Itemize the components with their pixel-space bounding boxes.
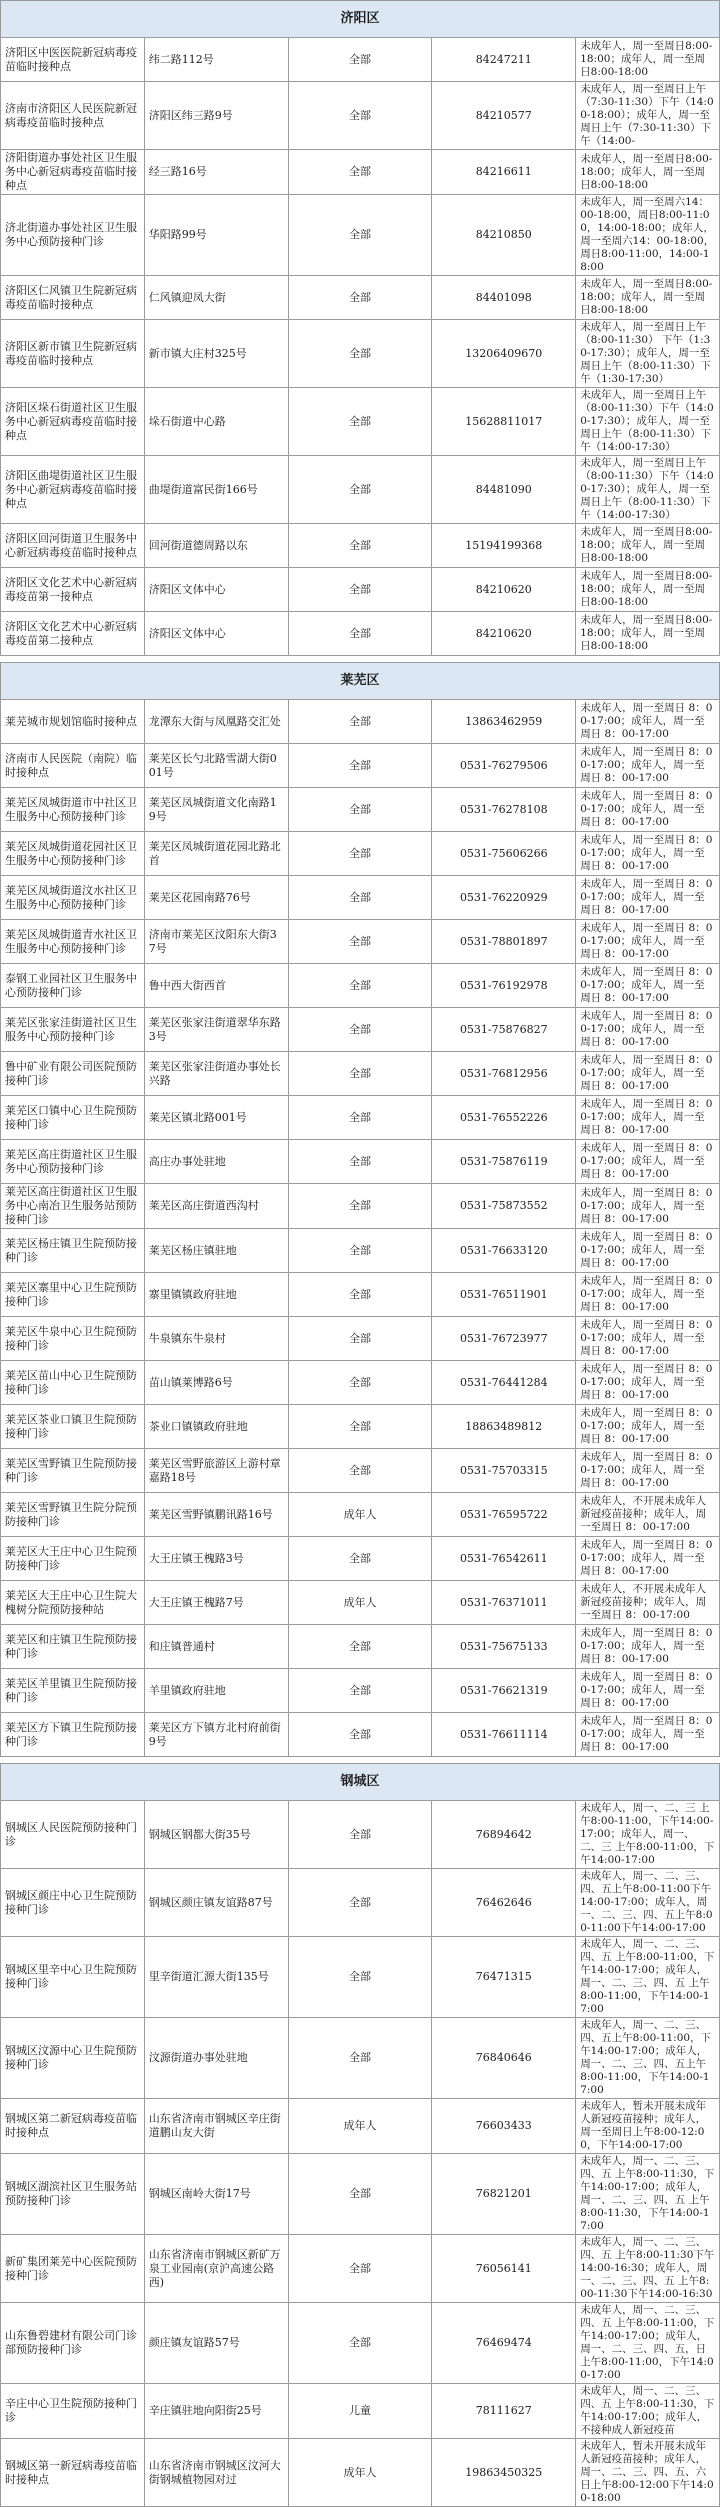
site-name-cell: 辛庄中心卫生院预防接种门诊 — [1, 2384, 145, 2439]
section-gap — [1, 1757, 720, 1764]
site-name-cell: 钢城区里辛中心卫生院预防接种门诊 — [1, 1937, 145, 2018]
audience-cell: 全部 — [288, 568, 432, 612]
audience-cell: 全部 — [288, 2154, 432, 2235]
site-name-cell: 钢城区颜庄中心卫生院预防接种门诊 — [1, 1869, 145, 1937]
hours-cell: 未成年人，周一至周日8:00-18:00；成年人，周一至周日8:00-18:00 — [576, 568, 720, 612]
site-name-cell: 新矿集团莱芜中心医院预防接种门诊 — [1, 2235, 145, 2303]
phone-cell: 84401098 — [432, 276, 576, 320]
site-name-cell: 泰钢工业园社区卫生服务中心预防接种门诊 — [1, 964, 145, 1008]
address-cell: 莱芜区雪野旅游区上游村章嘉路18号 — [144, 1449, 288, 1493]
audience-cell: 全部 — [288, 1713, 432, 1757]
table-row — [1, 1140, 720, 1184]
audience-cell: 全部 — [288, 82, 432, 150]
phone-cell: 84481090 — [432, 456, 576, 524]
hours-cell: 未成年人，周一、二、三、四、五 上午8:00-11:00，下午14:00-17:00；成年人，周一、二、三、四、五 上午8:00-11:00，下午14:00-17:00 — [576, 1937, 720, 2018]
hours-cell: 未成年人，周一、二、三、四、五上午8:00-11:00，下午14:00-17:00；成年人，周一、二、三、四、五上午8:00-11:00，下午14:00-17:00 — [576, 2018, 720, 2099]
hours-cell: 未成年人，周一、二、三 上午8:00-11:00，下午14:00-17:00；成年人，周一、二、三 上午8:00-11:00，下午14:00-17:00 — [576, 1801, 720, 1869]
hours-cell: 未成年人，周一至周日 8：00-17:00；成年人，周一至周日 8：00-17:00 — [576, 832, 720, 876]
address-cell: 莱芜区花园南路76号 — [144, 876, 288, 920]
phone-cell: 0531-78801897 — [432, 920, 576, 964]
address-cell: 鲁中西大街西首 — [144, 964, 288, 1008]
address-cell: 山东省济南市钢城区新矿万泉工业园南(京沪高速公路西) — [144, 2235, 288, 2303]
audience-cell: 全部 — [288, 2018, 432, 2099]
section-gap-cell — [1, 1757, 720, 1764]
hours-cell: 未成年人，周一至周日 8：00-17:00；成年人，周一至周日 8：00-17:00 — [576, 744, 720, 788]
hours-cell: 未成年人，周一、二、三、四、五 上午8:00-11:30下午14:00-16:30；成年人，周一、二、三、四、五 上午8:00-11:30下午14:00-16:30 — [576, 2235, 720, 2303]
address-cell: 莱芜区高庄街道西沟村 — [144, 1184, 288, 1229]
phone-cell: 18863489812 — [432, 1405, 576, 1449]
phone-cell: 0531-75675133 — [432, 1625, 576, 1669]
phone-cell: 0531-75703315 — [432, 1449, 576, 1493]
address-cell: 新市镇大庄村325号 — [144, 320, 288, 388]
table-row — [1, 788, 720, 832]
table-row — [1, 2018, 720, 2099]
site-name-cell: 莱芜区凤城街道青水社区卫生服务中心预防接种门诊 — [1, 920, 145, 964]
address-cell: 颜庄镇友谊路57号 — [144, 2303, 288, 2384]
site-name-cell: 鲁中矿业有限公司医院预防接种门诊 — [1, 1052, 145, 1096]
hours-cell: 未成年人，周一、二、三、四、五 上午8:00-11:30，下午14:00-17:00；成年人，不接种成人新冠疫苗 — [576, 2384, 720, 2439]
hours-cell: 未成年人，周一至周日8:00-18:00；成年人，周一至周日8:00-18:00 — [576, 150, 720, 195]
phone-cell: 76471315 — [432, 1937, 576, 2018]
address-cell: 山东省济南市钢城区辛庄街道鹏山友大街 — [144, 2099, 288, 2154]
phone-cell: 0531-76595722 — [432, 1493, 576, 1537]
hours-cell: 未成年人，周一至周日 8：00-17:00；成年人，周一至周日 8：00-17:00 — [576, 1537, 720, 1581]
phone-cell: 15628811017 — [432, 388, 576, 456]
audience-cell: 全部 — [288, 1801, 432, 1869]
audience-cell: 全部 — [288, 320, 432, 388]
address-cell: 纬二路112号 — [144, 38, 288, 82]
address-cell: 莱芜区杨庄镇驻地 — [144, 1229, 288, 1273]
audience-cell: 成年人 — [288, 1493, 432, 1537]
address-cell: 汶源街道办事处驻地 — [144, 2018, 288, 2099]
hours-cell: 未成年人，周一至周日 8：00-17:00；成年人，周一至周日 8：00-17:00 — [576, 964, 720, 1008]
hours-cell: 未成年人，周一至周日 8：00-17:00；成年人，周一至周日 8：00-17:00 — [576, 1361, 720, 1405]
audience-cell: 全部 — [288, 1405, 432, 1449]
table-row — [1, 38, 720, 82]
audience-cell: 成年人 — [288, 2099, 432, 2154]
audience-cell: 全部 — [288, 1937, 432, 2018]
hours-cell: 未成年人，周一至周日 8：00-17:00；成年人，周一至周日 8：00-17:00 — [576, 700, 720, 744]
address-cell: 莱芜区张家洼街道翠华东路3号 — [144, 1008, 288, 1052]
table-row — [1, 832, 720, 876]
phone-cell: 0531-76723977 — [432, 1317, 576, 1361]
audience-cell: 全部 — [288, 456, 432, 524]
phone-cell: 0531-76812956 — [432, 1052, 576, 1096]
table-row — [1, 1229, 720, 1273]
table-row — [1, 1937, 720, 2018]
phone-cell: 0531-75606266 — [432, 832, 576, 876]
district-header-row — [1, 1, 720, 38]
audience-cell: 全部 — [288, 612, 432, 656]
district-title: 济阳区 — [1, 1, 720, 38]
address-cell: 钢城区钢都大街35号 — [144, 1801, 288, 1869]
phone-cell: 0531-76220929 — [432, 876, 576, 920]
audience-cell: 全部 — [288, 964, 432, 1008]
hours-cell: 未成年人，周一至周日 8：00-17:00；成年人，周一至周日 8：00-17:00 — [576, 1096, 720, 1140]
site-name-cell: 莱芜区高庄街道社区卫生服务中心南冶卫生服务站预防接种门诊 — [1, 1184, 145, 1229]
table-row — [1, 276, 720, 320]
phone-cell: 0531-76621319 — [432, 1669, 576, 1713]
audience-cell: 全部 — [288, 832, 432, 876]
phone-cell: 0531-75873552 — [432, 1184, 576, 1229]
phone-cell: 76894642 — [432, 1801, 576, 1869]
site-name-cell: 莱芜区雪野镇卫生院分院预防接种门诊 — [1, 1493, 145, 1537]
address-cell: 茶业口镇镇政府驻地 — [144, 1405, 288, 1449]
table-row — [1, 1052, 720, 1096]
address-cell: 羊里镇政府驻地 — [144, 1669, 288, 1713]
address-cell: 回河街道德周路以东 — [144, 524, 288, 568]
hours-cell: 未成年人，周一至周日上午（8:00-11:30）下午（14:00-17:30）；成年人，周一至周日上午（8:00-11:30）下午（14:00-17:30） — [576, 456, 720, 524]
audience-cell: 全部 — [288, 876, 432, 920]
site-name-cell: 莱芜区凤城街道汶水社区卫生服务中心预防接种门诊 — [1, 876, 145, 920]
site-name-cell: 莱芜区大王庄中心卫生院预防接种门诊 — [1, 1537, 145, 1581]
hours-cell: 未成年人，周一至周日 8：00-17:00；成年人，周一至周日 8：00-17:00 — [576, 1317, 720, 1361]
site-name-cell: 济北街道办事处社区卫生服务中心预防接种门诊 — [1, 195, 145, 276]
table-row — [1, 1405, 720, 1449]
table-row — [1, 1669, 720, 1713]
site-name-cell: 莱芜区凤城街道市中社区卫生服务中心预防接种门诊 — [1, 788, 145, 832]
table-row — [1, 1317, 720, 1361]
address-cell: 龙潭东大街与凤凰路交汇处 — [144, 700, 288, 744]
phone-cell: 13863462959 — [432, 700, 576, 744]
site-name-cell: 济阳区文化艺术中心新冠病毒疫苗第二接种点 — [1, 612, 145, 656]
audience-cell: 全部 — [288, 1229, 432, 1273]
audience-cell: 全部 — [288, 276, 432, 320]
hours-cell: 未成年人，周一至周日上午（7:30-11:30）下午（14:00-18:00）；成年人，周一至周日上午（7:30-11:30）下午（14:00- — [576, 82, 720, 150]
site-name-cell: 莱芜区茶业口镇卫生院预防接种门诊 — [1, 1405, 145, 1449]
district-header-row — [1, 1764, 720, 1801]
site-name-cell: 济阳区曲堤街道社区卫生服务中心新冠病毒疫苗临时接种点 — [1, 456, 145, 524]
site-name-cell: 莱芜区牛泉中心卫生院预防接种门诊 — [1, 1317, 145, 1361]
table-row — [1, 1449, 720, 1493]
phone-cell: 0531-76633120 — [432, 1229, 576, 1273]
audience-cell: 全部 — [288, 1052, 432, 1096]
audience-cell: 全部 — [288, 700, 432, 744]
table-row — [1, 1273, 720, 1317]
hours-cell: 未成年人，周一至周日 8：00-17:00；成年人，周一至周日 8：00-17:00 — [576, 1449, 720, 1493]
audience-cell: 全部 — [288, 744, 432, 788]
site-name-cell: 济阳区新市镇卫生院新冠病毒疫苗临时接种点 — [1, 320, 145, 388]
address-cell: 里辛街道汇源大街135号 — [144, 1937, 288, 2018]
audience-cell: 全部 — [288, 1184, 432, 1229]
district-title: 莱芜区 — [1, 663, 720, 700]
phone-cell: 84210620 — [432, 612, 576, 656]
site-name-cell: 莱芜区寨里中心卫生院预防接种门诊 — [1, 1273, 145, 1317]
audience-cell: 全部 — [288, 1140, 432, 1184]
hours-cell: 未成年人，不开展未成年人新冠疫苗接种；成年人，周一至周日 8：00-17:00 — [576, 1493, 720, 1537]
site-name-cell: 钢城区汶源中心卫生院预防接种门诊 — [1, 2018, 145, 2099]
phone-cell: 76821201 — [432, 2154, 576, 2235]
phone-cell: 78111627 — [432, 2384, 576, 2439]
site-name-cell: 济阳区文化艺术中心新冠病毒疫苗第一接种点 — [1, 568, 145, 612]
audience-cell: 成年人 — [288, 1581, 432, 1625]
table-row — [1, 2303, 720, 2384]
hours-cell: 未成年人，周一至周日8:00-18:00；成年人，周一至周日8:00-18:00 — [576, 612, 720, 656]
audience-cell: 全部 — [288, 1625, 432, 1669]
hours-cell: 未成年人，周一至周日 8：00-17:00；成年人，周一至周日 8：00-17:00 — [576, 1140, 720, 1184]
address-cell: 济南市莱芜区汶阳东大街37号 — [144, 920, 288, 964]
site-name-cell: 钢城区湖滨社区卫生服务站预防接种门诊 — [1, 2154, 145, 2235]
address-cell: 钢城区南岭大街17号 — [144, 2154, 288, 2235]
audience-cell: 儿童 — [288, 2384, 432, 2439]
address-cell: 莱芜区镇北路001号 — [144, 1096, 288, 1140]
address-cell: 莱芜区凤城街道文化南路19号 — [144, 788, 288, 832]
table-row — [1, 568, 720, 612]
hours-cell: 未成年人，周一、二、三、四、五 上午8:00-11:30，下午14:00-17:00；成年人，周一、二、三、四、五 上午8:00-11:30，下午14:00-17:00 — [576, 2154, 720, 2235]
phone-cell: 0531-76511901 — [432, 1273, 576, 1317]
hours-cell: 未成年人，周一至周日 8：00-17:00；成年人，周一至周日 8：00-17:00 — [576, 788, 720, 832]
site-name-cell: 莱芜区羊里镇卫生院预防接种门诊 — [1, 1669, 145, 1713]
audience-cell: 全部 — [288, 920, 432, 964]
site-name-cell: 莱芜区方下镇卫生院预防接种门诊 — [1, 1713, 145, 1757]
hours-cell: 未成年人，周一、二、三、四、五 上午8:00-11:00，下午14:00-17:00；成年人，周一、二、三、四、五，日上午8:00-11:00，下午14:00-17:00 — [576, 2303, 720, 2384]
phone-cell: 76462646 — [432, 1869, 576, 1937]
hours-cell: 未成年人，周一至周日上午（8:00-11:30）下午（14:00-17:30）；成年人，周一至周日上午（8:00-11:30）下午（14:00-17:30） — [576, 388, 720, 456]
hours-cell: 未成年人，周一至周日上午（8:00-11:30） 下午（1:30-17:30）；成年人，周一至周日上午（8:00-11:30）下午（1:30-17:30） — [576, 320, 720, 388]
phone-cell: 0531-76552226 — [432, 1096, 576, 1140]
hours-cell: 未成年人，周一至周日 8：00-17:00；成年人，周一至周日 8：00-17:00 — [576, 1625, 720, 1669]
site-name-cell: 莱芜区大王庄中心卫生院大槐树分院预防接种站 — [1, 1581, 145, 1625]
audience-cell: 全部 — [288, 1669, 432, 1713]
hours-cell: 未成年人，周一、二、三、四、五上午8:00-11:00下午14:00-17:00；成年人，周一、二、三、四、五上午8:00-11:00下午14:00-17:00 — [576, 1869, 720, 1937]
site-name-cell: 莱芜区苗山中心卫生院预防接种门诊 — [1, 1361, 145, 1405]
address-cell: 经三路16号 — [144, 150, 288, 195]
address-cell: 曲堤街道富民街166号 — [144, 456, 288, 524]
address-cell: 济阳区纬三路9号 — [144, 82, 288, 150]
site-name-cell: 济阳区中医医院新冠病毒疫苗临时接种点 — [1, 38, 145, 82]
section-gap-cell — [1, 656, 720, 663]
audience-cell: 全部 — [288, 2235, 432, 2303]
table-row — [1, 1184, 720, 1229]
address-cell: 高庄办事处驻地 — [144, 1140, 288, 1184]
table-row — [1, 524, 720, 568]
site-name-cell: 济阳区仁风镇卫生院新冠病毒疫苗临时接种点 — [1, 276, 145, 320]
hours-cell: 未成年人，周一至周日 8：00-17:00；成年人，周一至周日 8：00-17:00 — [576, 1405, 720, 1449]
hours-cell: 未成年人，周一至周日8:00-18:00；成年人，周一至周日8:00-18:00 — [576, 38, 720, 82]
audience-cell: 全部 — [288, 788, 432, 832]
address-cell: 莱芜区长勺北路雪湖大街001号 — [144, 744, 288, 788]
phone-cell: 0531-75876827 — [432, 1008, 576, 1052]
address-cell: 垛石街道中心路 — [144, 388, 288, 456]
phone-cell: 13206409670 — [432, 320, 576, 388]
address-cell: 莱芜区张家洼街道办事处长兴路 — [144, 1052, 288, 1096]
address-cell: 莱芜区雪野镇鹏讯路16号 — [144, 1493, 288, 1537]
audience-cell: 全部 — [288, 150, 432, 195]
phone-cell: 76840646 — [432, 2018, 576, 2099]
phone-cell: 0531-76611114 — [432, 1713, 576, 1757]
site-name-cell: 莱芜区雪野镇卫生院预防接种门诊 — [1, 1449, 145, 1493]
hours-cell: 未成年人，周一至周日8:00-18:00；成年人，周一至周日8:00-18:00 — [576, 524, 720, 568]
district-title: 钢城区 — [1, 1764, 720, 1801]
address-cell: 仁风镇迎凤大街 — [144, 276, 288, 320]
phone-cell: 76056141 — [432, 2235, 576, 2303]
audience-cell: 全部 — [288, 524, 432, 568]
hours-cell: 未成年人，暂未开展未成年人新冠疫苗接种；成年人，周一、二、三、四、五、六日上午8:00-12:00下午14:00-18:00 — [576, 2439, 720, 2507]
address-cell: 大王庄镇王槐路7号 — [144, 1581, 288, 1625]
table-row — [1, 2384, 720, 2439]
address-cell: 济阳区文体中心 — [144, 568, 288, 612]
site-name-cell: 钢城区人民医院预防接种门诊 — [1, 1801, 145, 1869]
phone-cell: 84247211 — [432, 38, 576, 82]
table-row — [1, 744, 720, 788]
address-cell: 莱芜区方下镇方北村府前街9号 — [144, 1713, 288, 1757]
phone-cell: 0531-76192978 — [432, 964, 576, 1008]
audience-cell: 全部 — [288, 1317, 432, 1361]
phone-cell: 15194199368 — [432, 524, 576, 568]
table-row — [1, 964, 720, 1008]
audience-cell: 全部 — [288, 1869, 432, 1937]
hours-cell: 未成年人，周一至周日8:00-18:00；成年人，周一至周日8:00-18:00 — [576, 276, 720, 320]
site-name-cell: 济阳区回河街道卫生服务中心新冠病毒疫苗临时接种点 — [1, 524, 145, 568]
table-row — [1, 2439, 720, 2507]
address-cell: 大王庄镇王槐路3号 — [144, 1537, 288, 1581]
phone-cell: 0531-75876119 — [432, 1140, 576, 1184]
phone-cell: 0531-76441284 — [432, 1361, 576, 1405]
hours-cell: 未成年人，暂未开展未成年人新冠疫苗接种；成年人，周一至周日上午8:00-12:00，下午14:00-17:00 — [576, 2099, 720, 2154]
table-row — [1, 1096, 720, 1140]
table-row — [1, 388, 720, 456]
hours-cell: 未成年人，周一至周日 8：00-17:00；成年人，周一至周日 8：00-17:00 — [576, 1052, 720, 1096]
audience-cell: 全部 — [288, 2303, 432, 2384]
site-name-cell: 济南市济阳区人民医院新冠病毒疫苗临时接种点 — [1, 82, 145, 150]
phone-cell: 84210620 — [432, 568, 576, 612]
address-cell: 山东省济南市钢城区汶河大街钢城植物园对过 — [144, 2439, 288, 2507]
hours-cell: 未成年人，周一至周日 8：00-17:00；成年人，周一至周日 8：00-17:00 — [576, 920, 720, 964]
table-row — [1, 1713, 720, 1757]
phone-cell: 84210577 — [432, 82, 576, 150]
hours-cell: 未成年人，周一至周日 8：00-17:00；成年人，周一至周日 8：00-17:00 — [576, 876, 720, 920]
audience-cell: 全部 — [288, 1361, 432, 1405]
address-cell: 莱芜区凤城街道花园北路北首 — [144, 832, 288, 876]
hours-cell: 未成年人，周一至周日 8：00-17:00；成年人，周一至周日 8：00-17:00 — [576, 1713, 720, 1757]
table-row — [1, 82, 720, 150]
phone-cell: 76603433 — [432, 2099, 576, 2154]
table-row — [1, 1008, 720, 1052]
address-cell: 华阳路99号 — [144, 195, 288, 276]
phone-cell: 0531-76279506 — [432, 744, 576, 788]
address-cell: 寨里镇镇政府驻地 — [144, 1273, 288, 1317]
site-name-cell: 莱芜区和庄镇卫生院预防接种门诊 — [1, 1625, 145, 1669]
hours-cell: 未成年人，周一至周六14：00-18:00，周日8:00-11:00，14:00-18:00；成年人，周一至周六14：00-18:00，周日8:00-11:00，14:00-18:00 — [576, 195, 720, 276]
audience-cell: 全部 — [288, 1537, 432, 1581]
site-name-cell: 莱芜区张家洼街道社区卫生服务中心预防接种门诊 — [1, 1008, 145, 1052]
phone-cell: 84216611 — [432, 150, 576, 195]
hours-cell: 未成年人，周一至周日 8：00-17:00；成年人，周一至周日 8：00-17:00 — [576, 1008, 720, 1052]
audience-cell: 全部 — [288, 1449, 432, 1493]
hours-cell: 未成年人，不开展未成年人新冠疫苗接种；成年人，周一至周日 8：00-17:00 — [576, 1581, 720, 1625]
table-row — [1, 456, 720, 524]
table-row — [1, 2099, 720, 2154]
address-cell: 苗山镇莱博路6号 — [144, 1361, 288, 1405]
table-row — [1, 320, 720, 388]
audience-cell: 全部 — [288, 195, 432, 276]
section-gap — [1, 656, 720, 663]
table-row — [1, 1581, 720, 1625]
address-cell: 济阳区文体中心 — [144, 612, 288, 656]
audience-cell: 成年人 — [288, 2439, 432, 2507]
site-name-cell: 莱芜区高庄街道社区卫生服务中心预防接种门诊 — [1, 1140, 145, 1184]
hours-cell: 未成年人，周一至周日 8：00-17:00；成年人，周一至周日 8：00-17:00 — [576, 1273, 720, 1317]
site-name-cell: 济阳区垛石街道社区卫生服务中心新冠病毒疫苗临时接种点 — [1, 388, 145, 456]
phone-cell: 19863450325 — [432, 2439, 576, 2507]
table-row — [1, 2235, 720, 2303]
hours-cell: 未成年人，周一至周日 8：00-17:00；成年人，周一至周日 8：00-17:00 — [576, 1229, 720, 1273]
table-row — [1, 195, 720, 276]
table-row — [1, 920, 720, 964]
phone-cell: 0531-76278108 — [432, 788, 576, 832]
table-row — [1, 1361, 720, 1405]
table-row — [1, 612, 720, 656]
phone-cell: 84210850 — [432, 195, 576, 276]
phone-cell: 0531-76371011 — [432, 1581, 576, 1625]
table-row — [1, 150, 720, 195]
table-row — [1, 1801, 720, 1869]
site-name-cell: 莱芜区凤城街道花园社区卫生服务中心预防接种门诊 — [1, 832, 145, 876]
audience-cell: 全部 — [288, 1008, 432, 1052]
table-row — [1, 700, 720, 744]
address-cell: 和庄镇普通村 — [144, 1625, 288, 1669]
site-name-cell: 山东鲁碧建材有限公司门诊部预防接种门诊 — [1, 2303, 145, 2384]
table-row — [1, 876, 720, 920]
table-row — [1, 1537, 720, 1581]
table-row — [1, 1625, 720, 1669]
phone-cell: 76469474 — [432, 2303, 576, 2384]
hours-cell: 未成年人，周一至周日 8：00-17:00；成年人，周一至周日 8：00-17:00 — [576, 1669, 720, 1713]
phone-cell: 0531-76542611 — [432, 1537, 576, 1581]
site-name-cell: 莱芜区杨庄镇卫生院预防接种门诊 — [1, 1229, 145, 1273]
audience-cell: 全部 — [288, 38, 432, 82]
address-cell: 辛庄镇驻地向阳街25号 — [144, 2384, 288, 2439]
table-row — [1, 2154, 720, 2235]
site-name-cell: 济南市人民医院（南院）临时接种点 — [1, 744, 145, 788]
site-name-cell: 钢城区第二新冠病毒疫苗临时接种点 — [1, 2099, 145, 2154]
hours-cell: 未成年人，周一至周日 8：00-17:00；成年人，周一至周日 8：00-17:00 — [576, 1184, 720, 1229]
audience-cell: 全部 — [288, 1096, 432, 1140]
audience-cell: 全部 — [288, 1273, 432, 1317]
site-name-cell: 济阳街道办事处社区卫生服务中心新冠病毒疫苗临时接种点 — [1, 150, 145, 195]
table-row — [1, 1493, 720, 1537]
address-cell: 牛泉镇东牛泉村 — [144, 1317, 288, 1361]
site-name-cell: 莱芜区口镇中心卫生院预防接种门诊 — [1, 1096, 145, 1140]
district-header-row — [1, 663, 720, 700]
site-name-cell: 钢城区第一新冠病毒疫苗临时接种点 — [1, 2439, 145, 2507]
audience-cell: 全部 — [288, 388, 432, 456]
site-name-cell: 莱芜城市规划馆临时接种点 — [1, 700, 145, 744]
address-cell: 钢城区颜庄镇友谊路87号 — [144, 1869, 288, 1937]
table-row — [1, 1869, 720, 1937]
